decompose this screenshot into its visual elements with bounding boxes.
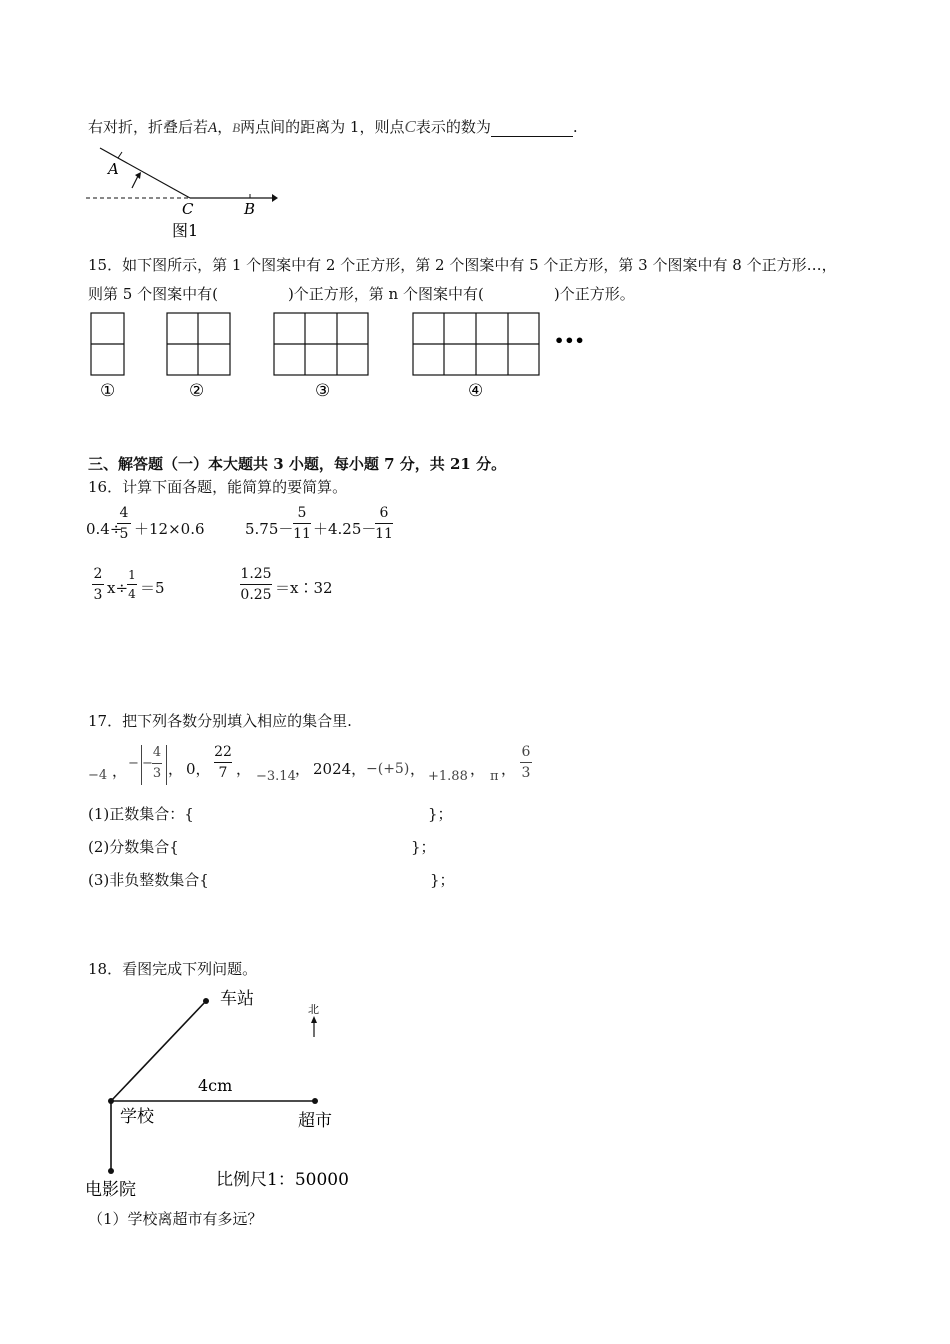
q15-line2-a: 则第 5 个图案中有( <box>88 285 218 303</box>
q16-e3-fraction-2 <box>127 568 137 601</box>
pattern-2 <box>167 313 230 375</box>
q18-map <box>80 985 380 1205</box>
q14-point-c: C <box>404 117 416 136</box>
pattern-label-3: ③ <box>315 381 331 401</box>
q16-e3-den-1: 3 <box>93 587 103 603</box>
q16-e4-fraction <box>240 566 272 603</box>
q16-e1-num: 4 <box>119 505 129 521</box>
q16-e4-num: 1.25 <box>240 566 272 582</box>
q16-e3-x: x÷ <box>107 579 129 597</box>
q17-n3: 0， <box>186 760 211 778</box>
q16-e2-num-2: 6 <box>379 505 389 521</box>
q14-text-a: 右对折，折叠后若 <box>88 118 209 136</box>
q16-e4-eq: ＝x∶32 <box>275 579 333 597</box>
q16-e2-fraction-2 <box>375 505 393 542</box>
q17-set1-close: }； <box>428 805 453 823</box>
q15-ellipsis: ••• <box>554 331 585 350</box>
pattern-4 <box>413 313 539 375</box>
fig1-caption: 图1 <box>172 221 199 240</box>
q15-line1: 15．如下图所示，第 1 个图案中有 2 个正方形，第 2 个图案中有 5 个正方形，第 3 个图案中有 8 个正方形…， <box>88 256 837 274</box>
map-cinema-label: 电影院 <box>85 1180 136 1200</box>
q17-set3-answer-area[interactable] <box>218 866 423 890</box>
road-school-station <box>111 1001 206 1101</box>
q17-n2-minus: − <box>128 756 139 771</box>
q17-n2-num: 4 <box>152 745 162 760</box>
market-dot <box>312 1098 318 1104</box>
q16-e3-num-1: 2 <box>93 566 103 582</box>
q16-e2-b: ＋4.25－ <box>313 520 377 538</box>
q15-line2 <box>88 285 635 303</box>
q17-set3-open: (3)非负整数集合{ <box>88 871 209 889</box>
q14-end: . <box>572 118 578 136</box>
q17-n4-num: 22 <box>214 744 232 760</box>
q16-e2-fraction-1 <box>293 505 311 542</box>
map-school-label: 学校 <box>120 1107 154 1127</box>
north-arrowhead-icon <box>311 1016 317 1023</box>
map-distance-label: 4cm <box>198 1076 233 1095</box>
station-dot <box>203 998 209 1004</box>
q17-n2-den: 3 <box>152 766 162 781</box>
q17-n7: −(+5) <box>366 761 410 777</box>
q17-set1-open: (1)正数集合：{ <box>88 805 194 823</box>
map-scale-label: 比例尺1：50000 <box>216 1170 349 1190</box>
q15-square-patterns <box>88 310 588 405</box>
q16-e3-fraction-1 <box>92 566 104 603</box>
q17-n6: 2024， <box>313 760 367 778</box>
pattern-3 <box>274 313 368 375</box>
q16-e1-b: ＋12×0.6 <box>134 520 205 538</box>
q17-n2-fraction <box>152 745 162 782</box>
q17-n10-num: 6 <box>521 744 531 760</box>
q18-title: 18．看图完成下列问题。 <box>88 960 258 978</box>
q16-e2-a: 5.75－ <box>245 520 294 538</box>
q17-n9: π <box>490 769 499 784</box>
q16-e1-fraction <box>117 505 131 542</box>
q14-answer-blank[interactable] <box>491 122 573 137</box>
q17-n8: +1.88 <box>428 769 468 784</box>
q17-comma-3: ， <box>236 760 252 778</box>
q17-comma-2: ， <box>168 760 184 778</box>
q16-e1-a: 0.4÷ <box>86 520 123 538</box>
q17-n2-inner-minus: − <box>142 756 153 771</box>
map-market-label: 超市 <box>298 1111 332 1131</box>
pattern-label-2: ② <box>189 381 205 401</box>
q14-point-b: B <box>232 120 241 135</box>
q17-title: 17．把下列各数分别填入相应的集合里. <box>88 712 352 730</box>
q14-text-line: 右对折，折叠后若A，B两点间的距离为 1，则点C表示的数为 . <box>88 117 578 136</box>
section-3-heading: 三、解答题（一）本大题共 3 小题，每小题 7 分，共 21 分。 <box>88 455 507 473</box>
cinema-dot <box>108 1168 114 1174</box>
figure-1-number-line <box>80 140 290 240</box>
q15-line2-b: )个正方形，第 n 个图案中有( <box>287 285 484 303</box>
q14-point-a: A <box>208 120 218 136</box>
map-north-label: 北 <box>308 1003 319 1016</box>
q16-e2-num-1: 5 <box>297 505 307 521</box>
q16-title: 16．计算下面各题，能简算的要简算。 <box>88 478 348 496</box>
q16-e1-den: 5 <box>119 526 129 542</box>
q17-n10-den: 3 <box>521 765 531 781</box>
q18-sub1: （1）学校离超市有多远？ <box>88 1210 263 1228</box>
q17-n10-fraction <box>520 744 532 781</box>
q15-line2-c: )个正方形。 <box>553 285 635 303</box>
q17-n1: −4 <box>88 768 108 783</box>
pattern-1 <box>91 313 124 375</box>
q17-n5: −3.14 <box>256 769 296 784</box>
q16-e2-den-1: 11 <box>293 526 311 542</box>
school-dot <box>108 1098 114 1104</box>
q17-set2-open: (2)分数集合{ <box>88 838 179 856</box>
fig1-label-a: A <box>108 160 119 178</box>
q17-comma-6: ， <box>470 760 486 778</box>
q16-e3-den-2: 4 <box>128 587 136 601</box>
q17-set2-answer-area[interactable] <box>185 833 405 857</box>
q17-comma-5: ， <box>410 760 426 778</box>
q17-set1-answer-area[interactable] <box>205 800 425 824</box>
q17-set3-close: }； <box>430 871 455 889</box>
q16-e2-den-2: 11 <box>375 526 393 542</box>
q14-text-c: 表示的数为 <box>415 118 491 136</box>
q14-text-b: 两点间的距离为 1，则点 <box>240 118 405 136</box>
q16-e3-num-2: 1 <box>128 568 136 582</box>
fig1-label-c: C <box>182 200 194 218</box>
q17-set2-close: }； <box>411 838 436 856</box>
q17-comma-4: ， <box>295 760 311 778</box>
q17-n4-den: 7 <box>218 765 228 781</box>
q16-e3-eq: ＝5 <box>140 579 165 597</box>
q17-comma-7: ， <box>501 760 517 778</box>
q16-e4-den: 0.25 <box>240 587 272 603</box>
pattern-label-1: ① <box>100 381 116 401</box>
q17-n4-fraction <box>214 744 232 781</box>
fig1-label-b: B <box>244 200 256 218</box>
map-station-label: 车站 <box>220 989 254 1009</box>
q17-comma-1: ， <box>112 762 128 780</box>
pattern-label-4: ④ <box>468 381 484 401</box>
